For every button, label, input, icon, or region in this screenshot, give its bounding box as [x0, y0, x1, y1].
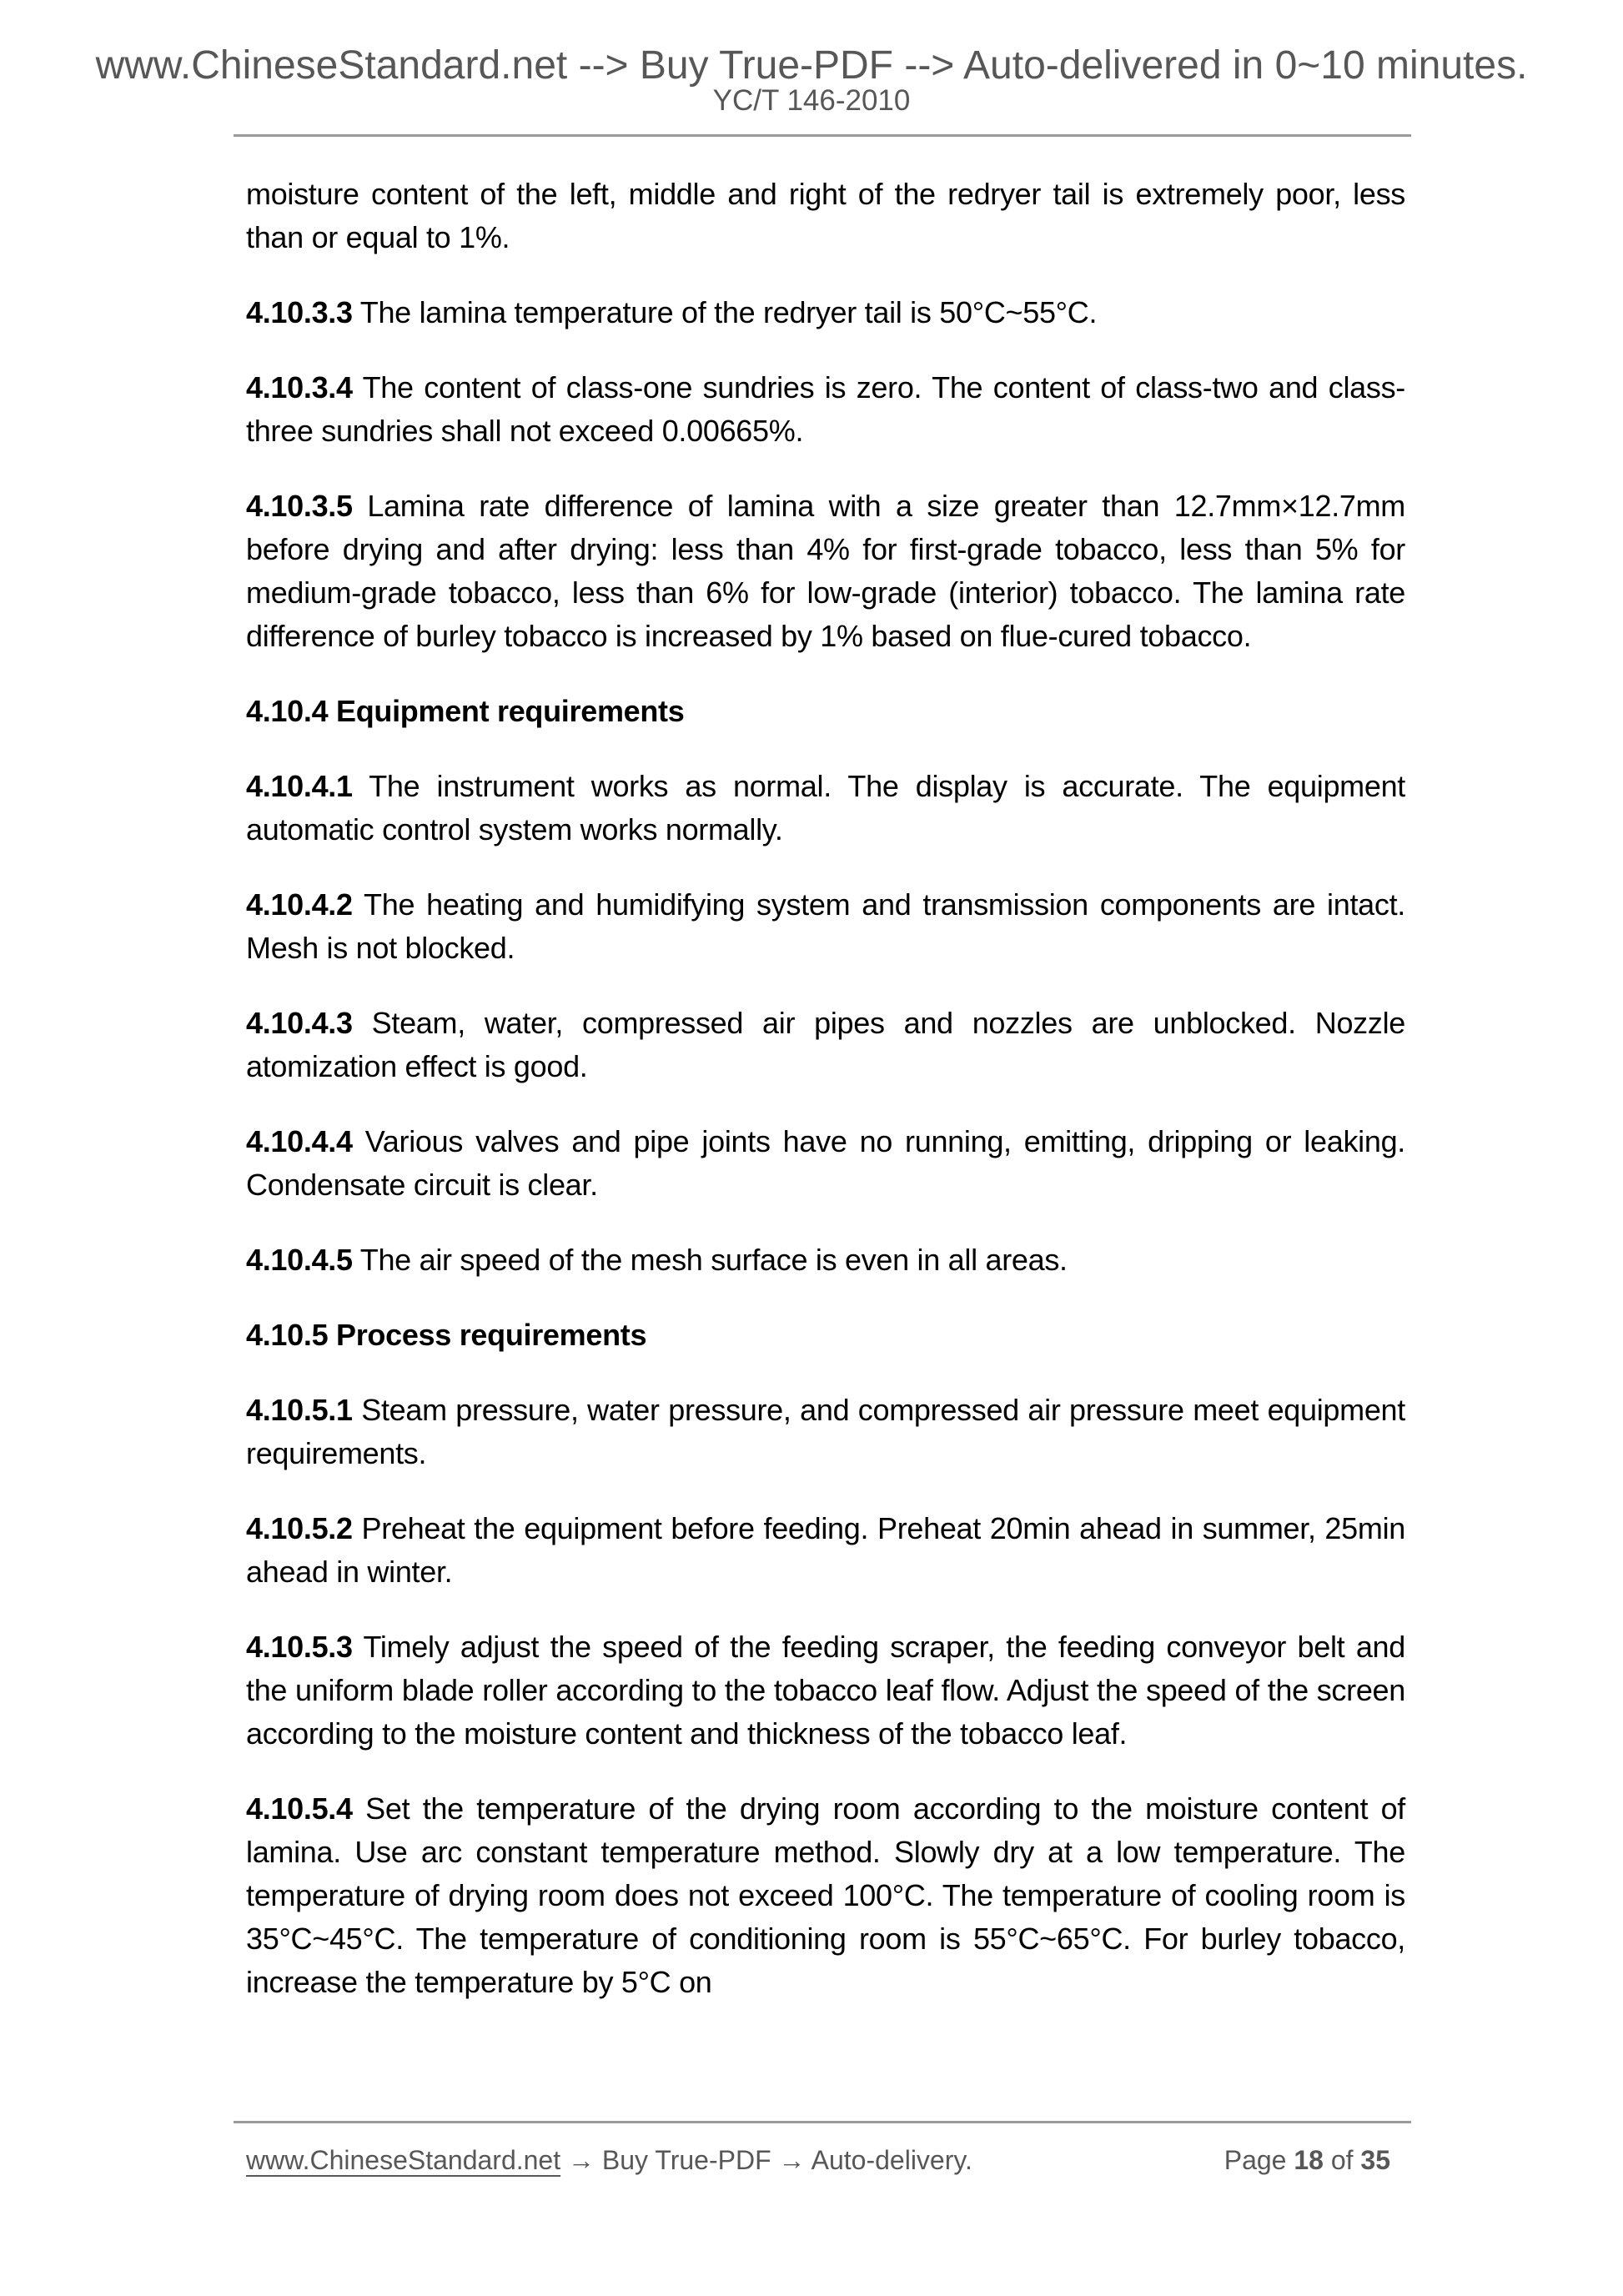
paragraph-text: Lamina rate difference of lamina with a size greater than 12.7mm×12.7mm before drying and after drying: less than 4% for first-grade tobacco, less than 5% for medium-grade tobacco, less than 6% for low-grade (interior) tobacco. The lamina rate difference of burley tobacco is increased by 1% based on flue-cured tobacco. — [246, 489, 1405, 653]
section-number: 4.10.3.4 — [246, 370, 353, 404]
section-number: 4.10.4.3 — [246, 1006, 353, 1040]
header-banner: www.ChineseStandard.net --> Buy True-PDF --> Auto-delivered in 0~10 minutes. — [95, 43, 1528, 88]
paragraph — [246, 1238, 1405, 1282]
document-body — [246, 173, 1405, 2004]
paragraph — [246, 883, 1405, 970]
paragraph-text: The heating and humidifying system and transmission components are intact. Mesh is not blocked. — [246, 887, 1405, 965]
section-number: 4.10.4.2 — [246, 887, 353, 922]
footer-action-buy: Buy True-PDF — [601, 2145, 771, 2175]
arrow-right-icon: → — [568, 2145, 595, 2175]
section-number: 4.10.5.1 — [246, 1393, 353, 1427]
section-number: 4.10.5.2 — [246, 1511, 353, 1545]
paragraph — [246, 1507, 1405, 1594]
section-number: 4.10.4.5 — [246, 1243, 353, 1277]
paragraph — [246, 1787, 1405, 2004]
section-number: 4.10.5 — [246, 1318, 329, 1352]
paragraph-text: The air speed of the mesh surface is even in all areas. — [352, 1243, 1068, 1277]
doc-code: YC/T 146-2010 — [712, 84, 911, 117]
paragraph-text: Steam pressure, water pressure, and compressed air pressure meet equipment requirements. — [246, 1393, 1405, 1470]
paragraph-text: moisture content of the left, middle and right of the redryer tail is extremely poor, less than or equal to 1%. — [246, 177, 1405, 254]
section-number: 4.10.5.4 — [246, 1791, 353, 1826]
paragraph — [246, 1002, 1405, 1088]
footer-action-delivery: Auto-delivery. — [811, 2145, 972, 2175]
paragraph — [246, 366, 1405, 453]
paragraph-text: Process requirements — [328, 1318, 647, 1352]
site-link[interactable]: www.ChineseStandard.net — [246, 2145, 561, 2175]
paragraph-text: The lamina temperature of the redryer tail is 50°C~55°C. — [352, 295, 1098, 329]
paragraph — [246, 1120, 1405, 1207]
page-indicator — [1224, 2142, 1390, 2178]
section-number: 4.10.5.3 — [246, 1630, 353, 1664]
paragraph-text: Equipment requirements — [328, 694, 685, 728]
page-word: Page — [1224, 2145, 1287, 2175]
paragraph — [246, 1314, 1405, 1357]
section-number: 4.10.4.4 — [246, 1124, 353, 1158]
section-number: 4.10.3.3 — [246, 295, 353, 329]
paragraph — [246, 1389, 1405, 1475]
section-number: 4.10.4.1 — [246, 769, 353, 803]
paragraph — [246, 173, 1405, 259]
paragraph-text: Timely adjust the speed of the feeding scraper, the feeding conveyor belt and the uniform blade roller according to the tobacco leaf flow. Adjust the speed of the screen according to the moisture content and thickness of the tobacco leaf. — [246, 1630, 1405, 1751]
paragraph-text: Steam, water, compressed air pipes and nozzles are unblocked. Nozzle atomization effect is good. — [246, 1006, 1405, 1083]
paragraph-text: Preheat the equipment before feeding. Preheat 20min ahead in summer, 25min ahead in winter. — [246, 1511, 1405, 1589]
footer-breadcrumb — [246, 2142, 972, 2178]
paragraph-text: Various valves and pipe joints have no running, emitting, dripping or leaking. Condensate circuit is clear. — [246, 1124, 1405, 1202]
paragraph — [246, 291, 1405, 334]
paragraph-text: Set the temperature of the drying room according to the moisture content of lamina. Use arc constant temperature method. Slowly dry at a low temperature. The temperature of drying room does not exceed 100°C. The temperature of cooling room is 35°C~45°C. The temperature of conditioning room is 55°C~65°C. For burley tobacco, increase the temperature by 5°C on — [246, 1791, 1405, 1999]
page-number: 18 — [1294, 2145, 1324, 2175]
paragraph — [246, 765, 1405, 852]
header-divider — [234, 134, 1411, 137]
paragraph — [246, 1625, 1405, 1756]
paragraph — [246, 485, 1405, 658]
of-word: of — [1330, 2145, 1354, 2175]
page-footer — [246, 2142, 1390, 2178]
paragraph — [246, 690, 1405, 733]
section-number: 4.10.4 — [246, 694, 329, 728]
total-pages: 35 — [1360, 2145, 1390, 2175]
paragraph-text: The content of class-one sundries is zero. The content of class-two and class-three sundries shall not exceed 0.00665%. — [246, 370, 1405, 448]
paragraph-text: The instrument works as normal. The display is accurate. The equipment automatic control system works normally. — [246, 769, 1405, 847]
arrow-right-icon: → — [778, 2145, 806, 2175]
section-number: 4.10.3.5 — [246, 489, 353, 523]
footer-divider — [234, 2121, 1411, 2123]
